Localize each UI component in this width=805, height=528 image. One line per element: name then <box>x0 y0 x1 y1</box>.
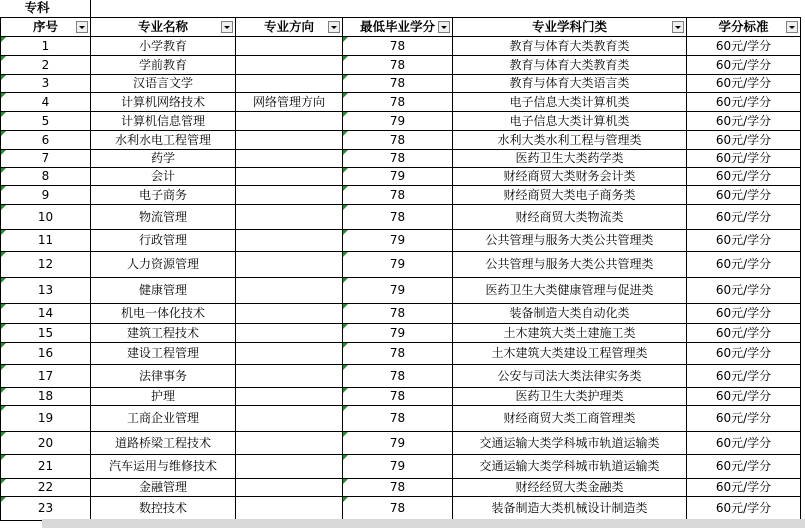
table-cell[interactable]: 60元/学分 <box>687 36 801 55</box>
table-cell[interactable]: 电子信息大类计算机类 <box>453 92 687 111</box>
table-cell[interactable]: 60元/学分 <box>687 431 801 454</box>
table-cell[interactable] <box>236 454 343 478</box>
table-cell[interactable]: 78 <box>343 478 453 496</box>
table-cell[interactable]: 道路桥梁工程技术 <box>91 431 236 454</box>
table-cell[interactable]: 装备制造大类自动化类 <box>453 303 687 323</box>
table-row <box>1 74 801 92</box>
table-cell[interactable]: 60元/学分 <box>687 454 801 478</box>
header-cell[interactable] <box>1 17 91 36</box>
table-cell[interactable]: 60元/学分 <box>687 323 801 342</box>
cell-flag-icon <box>343 112 348 117</box>
table-cell[interactable]: 财经经贸大类金融类 <box>453 478 687 496</box>
cell-flag-icon <box>1 455 6 460</box>
table-cell[interactable]: 电子商务 <box>91 185 236 204</box>
table-cell[interactable] <box>236 431 343 454</box>
table-cell[interactable] <box>236 149 343 167</box>
table-cell[interactable]: 78 <box>343 342 453 364</box>
header-cell[interactable] <box>453 17 687 36</box>
table-cell[interactable]: 医药卫生大类药学类 <box>453 149 687 167</box>
table-cell[interactable]: 财经商贸大类工商管理类 <box>453 405 687 431</box>
table-cell[interactable]: 78 <box>343 36 453 55</box>
table-cell[interactable]: 12 <box>1 251 91 277</box>
table-cell[interactable] <box>236 323 343 342</box>
table-cell[interactable]: 79 <box>343 251 453 277</box>
cell-flag-icon <box>1 112 6 117</box>
table-row <box>1 167 801 185</box>
table-cell[interactable]: 78 <box>343 130 453 149</box>
cell-flag-icon <box>1 324 6 329</box>
cell-flag-icon <box>1 75 6 80</box>
header-label: 专业学科门类 <box>531 18 607 34</box>
table-cell[interactable]: 公安与司法大类法律实务类 <box>453 364 687 387</box>
table-cell[interactable]: 14 <box>1 303 91 323</box>
table-cell[interactable]: 60元/学分 <box>687 405 801 431</box>
table-row <box>1 454 801 478</box>
table-cell[interactable]: 机电一体化技术 <box>91 303 236 323</box>
table-cell[interactable]: 4 <box>1 92 91 111</box>
table-cell[interactable]: 财经商贸大类物流类 <box>453 204 687 229</box>
header-row <box>1 17 801 36</box>
table-row <box>1 405 801 431</box>
cell-flag-icon <box>343 343 348 348</box>
table-cell[interactable]: 交通运输大类学科城市轨道运输类 <box>453 431 687 454</box>
table-cell[interactable]: 19 <box>1 405 91 431</box>
table-cell[interactable]: 11 <box>1 229 91 251</box>
table-cell[interactable]: 公共管理与服务大类公共管理类 <box>453 251 687 277</box>
table-row <box>1 111 801 130</box>
cell-flag-icon <box>343 455 348 460</box>
table-row <box>1 364 801 387</box>
table-row <box>1 387 801 405</box>
table-cell[interactable]: 79 <box>343 431 453 454</box>
cell-flag-icon <box>1 388 6 393</box>
table-cell[interactable]: 财经商贸大类财务会计类 <box>453 167 687 185</box>
cell-flag-icon <box>343 168 348 173</box>
table-row <box>1 185 801 204</box>
table-cell[interactable]: 78 <box>343 74 453 92</box>
table-cell[interactable]: 60元/学分 <box>687 387 801 405</box>
table-row <box>1 130 801 149</box>
table-cell[interactable]: 药学 <box>91 149 236 167</box>
table-row <box>1 229 801 251</box>
table-cell[interactable]: 22 <box>1 478 91 496</box>
header-cell[interactable] <box>91 17 236 36</box>
cell-flag-icon <box>1 252 6 257</box>
table-cell[interactable]: 78 <box>343 55 453 74</box>
table-row <box>1 55 801 74</box>
table-cell[interactable]: 交通运输大类学科城市轨道运输类 <box>453 454 687 478</box>
table-cell[interactable]: 6 <box>1 130 91 149</box>
table-cell[interactable] <box>236 74 343 92</box>
table-cell[interactable]: 18 <box>1 387 91 405</box>
table-cell[interactable]: 78 <box>343 185 453 204</box>
header-label: 最低毕业学分 <box>359 18 435 34</box>
cell-flag-icon <box>1 230 6 235</box>
table-cell[interactable]: 3 <box>1 74 91 92</box>
table-cell[interactable]: 78 <box>343 387 453 405</box>
cell-flag-icon <box>1 278 6 283</box>
table-cell[interactable]: 13 <box>1 277 91 303</box>
table-cell[interactable]: 23 <box>1 496 91 520</box>
table-cell[interactable]: 装备制造大类机械设计制造类 <box>453 496 687 520</box>
table-cell[interactable]: 护理 <box>91 387 236 405</box>
header-label: 专业方向 <box>263 18 314 34</box>
header-cell[interactable] <box>343 17 453 36</box>
cell-flag-icon <box>1 479 6 484</box>
cell-flag-icon <box>343 131 348 136</box>
table-cell[interactable]: 60元/学分 <box>687 167 801 185</box>
table-cell[interactable]: 学前教育 <box>91 55 236 74</box>
table-cell[interactable] <box>236 111 343 130</box>
cell-flag-icon <box>1 205 6 210</box>
table-cell[interactable]: 数控技术 <box>91 496 236 520</box>
table-cell[interactable]: 60元/学分 <box>687 251 801 277</box>
cell-flag-icon <box>343 365 348 370</box>
table-cell[interactable] <box>236 185 343 204</box>
table-cell[interactable] <box>236 277 343 303</box>
cell-flag-icon <box>1 150 6 155</box>
table-cell[interactable]: 15 <box>1 323 91 342</box>
cell-flag-icon <box>343 205 348 210</box>
cell-flag-icon <box>343 304 348 309</box>
horizontal-scrollbar[interactable] <box>42 519 805 528</box>
cell-flag-icon <box>1 168 6 173</box>
table-cell[interactable]: 物流管理 <box>91 204 236 229</box>
table-cell[interactable]: 20 <box>1 431 91 454</box>
table-cell[interactable] <box>236 55 343 74</box>
table-cell[interactable]: 60元/学分 <box>687 55 801 74</box>
filter-dropdown-icon[interactable] <box>786 21 798 33</box>
table-cell[interactable] <box>236 478 343 496</box>
table-cell[interactable]: 79 <box>343 277 453 303</box>
table-cell[interactable]: 78 <box>343 149 453 167</box>
cell-flag-icon <box>343 75 348 80</box>
table-cell[interactable]: 健康管理 <box>91 277 236 303</box>
cell-flag-icon <box>343 388 348 393</box>
table-cell[interactable]: 计算机信息管理 <box>91 111 236 130</box>
table-cell[interactable]: 网络管理方向 <box>236 92 343 111</box>
table-row <box>1 149 801 167</box>
cell-flag-icon <box>1 304 6 309</box>
table-cell[interactable]: 17 <box>1 364 91 387</box>
cell-flag-icon <box>1 186 6 191</box>
table-cell[interactable] <box>236 364 343 387</box>
header-label: 专业名称 <box>137 18 188 34</box>
cell-flag-icon <box>1 365 6 370</box>
table-cell[interactable]: 汽车运用与维修技术 <box>91 454 236 478</box>
table-cell[interactable]: 8 <box>1 167 91 185</box>
table-cell[interactable]: 小学教育 <box>91 36 236 55</box>
table-cell[interactable]: 7 <box>1 149 91 167</box>
cell-flag-icon <box>343 93 348 98</box>
cell-flag-icon <box>343 278 348 283</box>
cell-flag-icon <box>1 93 6 98</box>
table-cell[interactable] <box>236 204 343 229</box>
cell-flag-icon <box>1 37 6 42</box>
table-row <box>1 342 801 364</box>
filter-dropdown-icon[interactable] <box>328 21 340 33</box>
header-label: 学分标准 <box>718 18 769 34</box>
table-cell[interactable]: 水利大类水利工程与管理类 <box>453 130 687 149</box>
table-row <box>1 251 801 277</box>
table-cell[interactable]: 财经商贸大类电子商务类 <box>453 185 687 204</box>
table-cell[interactable]: 电子信息大类计算机类 <box>453 111 687 130</box>
table-cell[interactable]: 教育与体育大类教育类 <box>453 55 687 74</box>
table-cell[interactable]: 汉语言文学 <box>91 74 236 92</box>
cell-flag-icon <box>1 56 6 61</box>
table-row <box>1 36 801 55</box>
table-cell[interactable]: 医药卫生大类健康管理与促进类 <box>453 277 687 303</box>
table-cell[interactable]: 5 <box>1 111 91 130</box>
title-row <box>1 0 801 17</box>
table-cell[interactable] <box>236 387 343 405</box>
table-cell[interactable]: 16 <box>1 342 91 364</box>
table-cell[interactable]: 计算机网络技术 <box>91 92 236 111</box>
table-row <box>1 92 801 111</box>
table-cell[interactable]: 78 <box>343 92 453 111</box>
table-cell[interactable]: 79 <box>343 323 453 342</box>
cell-flag-icon <box>343 37 348 42</box>
table-cell[interactable]: 60元/学分 <box>687 185 801 204</box>
table-row <box>1 323 801 342</box>
table-cell[interactable]: 建设工程管理 <box>91 342 236 364</box>
table-cell[interactable]: 79 <box>343 167 453 185</box>
table-cell[interactable]: 60元/学分 <box>687 496 801 520</box>
table-row <box>1 431 801 454</box>
table-cell[interactable] <box>236 342 343 364</box>
section-title: 专科 <box>24 0 50 16</box>
table-cell[interactable]: 建筑工程技术 <box>91 323 236 342</box>
table-cell[interactable]: 21 <box>1 454 91 478</box>
table-cell[interactable]: 60元/学分 <box>687 130 801 149</box>
table-cell[interactable] <box>236 303 343 323</box>
table-row <box>1 303 801 323</box>
cell-flag-icon <box>1 497 6 502</box>
header-label: 序号 <box>32 18 58 34</box>
cell-flag-icon <box>343 186 348 191</box>
cell-flag-icon <box>343 479 348 484</box>
cell-flag-icon <box>343 56 348 61</box>
table-cell[interactable]: 78 <box>343 303 453 323</box>
table-cell[interactable]: 医药卫生大类护理类 <box>453 387 687 405</box>
table-cell[interactable]: 1 <box>1 36 91 55</box>
table-cell[interactable] <box>236 36 343 55</box>
cell-flag-icon <box>343 252 348 257</box>
table-cell[interactable]: 78 <box>343 405 453 431</box>
table-cell[interactable]: 79 <box>343 229 453 251</box>
table-cell[interactable]: 水利水电工程管理 <box>91 130 236 149</box>
cell-flag-icon <box>343 150 348 155</box>
cell-flag-icon <box>1 406 6 411</box>
header-cell[interactable] <box>687 17 801 36</box>
table-cell[interactable]: 工商企业管理 <box>91 405 236 431</box>
header-cell[interactable] <box>236 17 343 36</box>
blank-cell <box>91 0 801 17</box>
cell-flag-icon <box>1 343 6 348</box>
cell-flag-icon <box>343 432 348 437</box>
table-cell[interactable]: 79 <box>343 111 453 130</box>
cell-flag-icon <box>343 497 348 502</box>
table-cell[interactable] <box>236 130 343 149</box>
table-cell[interactable]: 60元/学分 <box>687 364 801 387</box>
cell-flag-icon <box>343 230 348 235</box>
table-cell[interactable]: 60元/学分 <box>687 277 801 303</box>
table-cell[interactable]: 60元/学分 <box>687 342 801 364</box>
table-cell[interactable]: 60元/学分 <box>687 229 801 251</box>
table-cell[interactable]: 60元/学分 <box>687 92 801 111</box>
table-row <box>1 478 801 496</box>
table-cell[interactable]: 78 <box>343 364 453 387</box>
table-cell[interactable]: 会计 <box>91 167 236 185</box>
table-cell[interactable]: 人力资源管理 <box>91 251 236 277</box>
table-cell[interactable]: 78 <box>343 496 453 520</box>
filter-dropdown-icon[interactable] <box>76 21 88 33</box>
table-cell[interactable]: 教育与体育大类教育类 <box>453 36 687 55</box>
cell-flag-icon <box>343 406 348 411</box>
filter-dropdown-icon[interactable] <box>221 21 233 33</box>
table-cell[interactable]: 60元/学分 <box>687 478 801 496</box>
filter-dropdown-icon[interactable] <box>672 21 684 33</box>
table-cell[interactable] <box>236 167 343 185</box>
table-row <box>1 204 801 229</box>
cell-flag-icon <box>343 324 348 329</box>
table-cell[interactable]: 公共管理与服务大类公共管理类 <box>453 229 687 251</box>
table-cell[interactable]: 土木建筑大类建设工程管理类 <box>453 342 687 364</box>
table-cell[interactable]: 土木建筑大类土建施工类 <box>453 323 687 342</box>
table-cell[interactable]: 法律事务 <box>91 364 236 387</box>
filter-dropdown-icon[interactable] <box>438 21 450 33</box>
table-cell[interactable]: 60元/学分 <box>687 111 801 130</box>
table-cell[interactable] <box>236 405 343 431</box>
table-cell[interactable]: 教育与体育大类语言类 <box>453 74 687 92</box>
table-cell[interactable] <box>236 496 343 520</box>
table-cell[interactable] <box>236 251 343 277</box>
table-cell[interactable]: 10 <box>1 204 91 229</box>
table-cell[interactable]: 78 <box>343 204 453 229</box>
table-cell[interactable]: 60元/学分 <box>687 303 801 323</box>
table-cell[interactable]: 9 <box>1 185 91 204</box>
table-cell[interactable]: 60元/学分 <box>687 74 801 92</box>
table-cell[interactable]: 金融管理 <box>91 478 236 496</box>
table-row <box>1 496 801 520</box>
table-cell[interactable]: 79 <box>343 454 453 478</box>
table-cell[interactable]: 行政管理 <box>91 229 236 251</box>
table-cell[interactable] <box>236 229 343 251</box>
cell-flag-icon <box>1 131 6 136</box>
table-row <box>1 277 801 303</box>
table-cell[interactable]: 60元/学分 <box>687 149 801 167</box>
table-cell[interactable]: 60元/学分 <box>687 204 801 229</box>
cell-flag-icon <box>1 432 6 437</box>
table-cell[interactable]: 2 <box>1 55 91 74</box>
